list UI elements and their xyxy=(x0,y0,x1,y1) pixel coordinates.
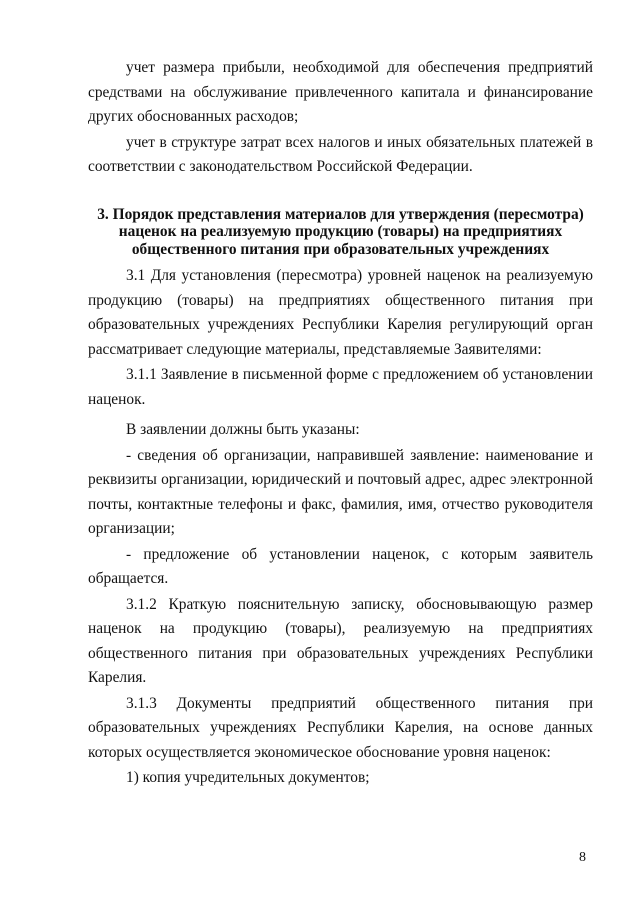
paragraph-3-1-3: 3.1.3 Документы предприятий общественного питания при образовательных учреждениях Республики Карелия, на основе данных которых осуществляется экономическое обоснование уровня наценок: xyxy=(88,694,593,761)
list-item-organization-info: - сведения об организации, направившей заявление: наименование и реквизиты организации, юридический и почтовый адрес, адрес электронной почты, контактные телефоны и факс, фамилия, имя, отчество руководителя организации; xyxy=(88,446,593,537)
paragraph-3-1-2: 3.1.2 Краткую пояснительную записку, обосновывающую размер наценок на продукцию (товары), реализуемую на предприятиях общественного питания при образовательных учреждениях Республики Карелия. xyxy=(88,595,593,686)
section-heading: 3. Порядок представления материалов для утверждения (пересмотра) наценок на реализуемую продукцию (товары) на предприятиях общественного питания при образовательных учреждениях xyxy=(97,205,584,258)
paragraph-3-1: 3.1 Для установления (пересмотра) уровней наценок на реализуемую продукцию (товары) на предприятиях общественного питания при образовательных учреждениях Республики Карелия регулирующий орган рассматривает следующие материалы, представляемые Заявителями: xyxy=(88,267,593,358)
page-number: 8 xyxy=(579,850,586,865)
paragraph-3-1-1: 3.1.1 Заявление в письменной форме с предложением об установлении наценок. xyxy=(88,366,593,408)
list-item-proposal: - предложение об установлении наценок, с которым заявитель обращается. xyxy=(88,545,593,587)
document-page xyxy=(88,56,593,791)
paragraph-profit: учет размера прибыли, необходимой для обеспечения предприятий средствами на обслуживание привлеченного капитала и финансирование других обоснованных расходов; xyxy=(88,59,593,125)
list-item-founding-documents: 1) копия учредительных документов; xyxy=(126,769,370,786)
paragraph-application-contents: В заявлении должны быть указаны: xyxy=(126,421,360,438)
paragraph-taxes: учет в структуре затрат всех налогов и иных обязательных платежей в соответствии с законодательством Российской Федерации. xyxy=(88,133,593,175)
